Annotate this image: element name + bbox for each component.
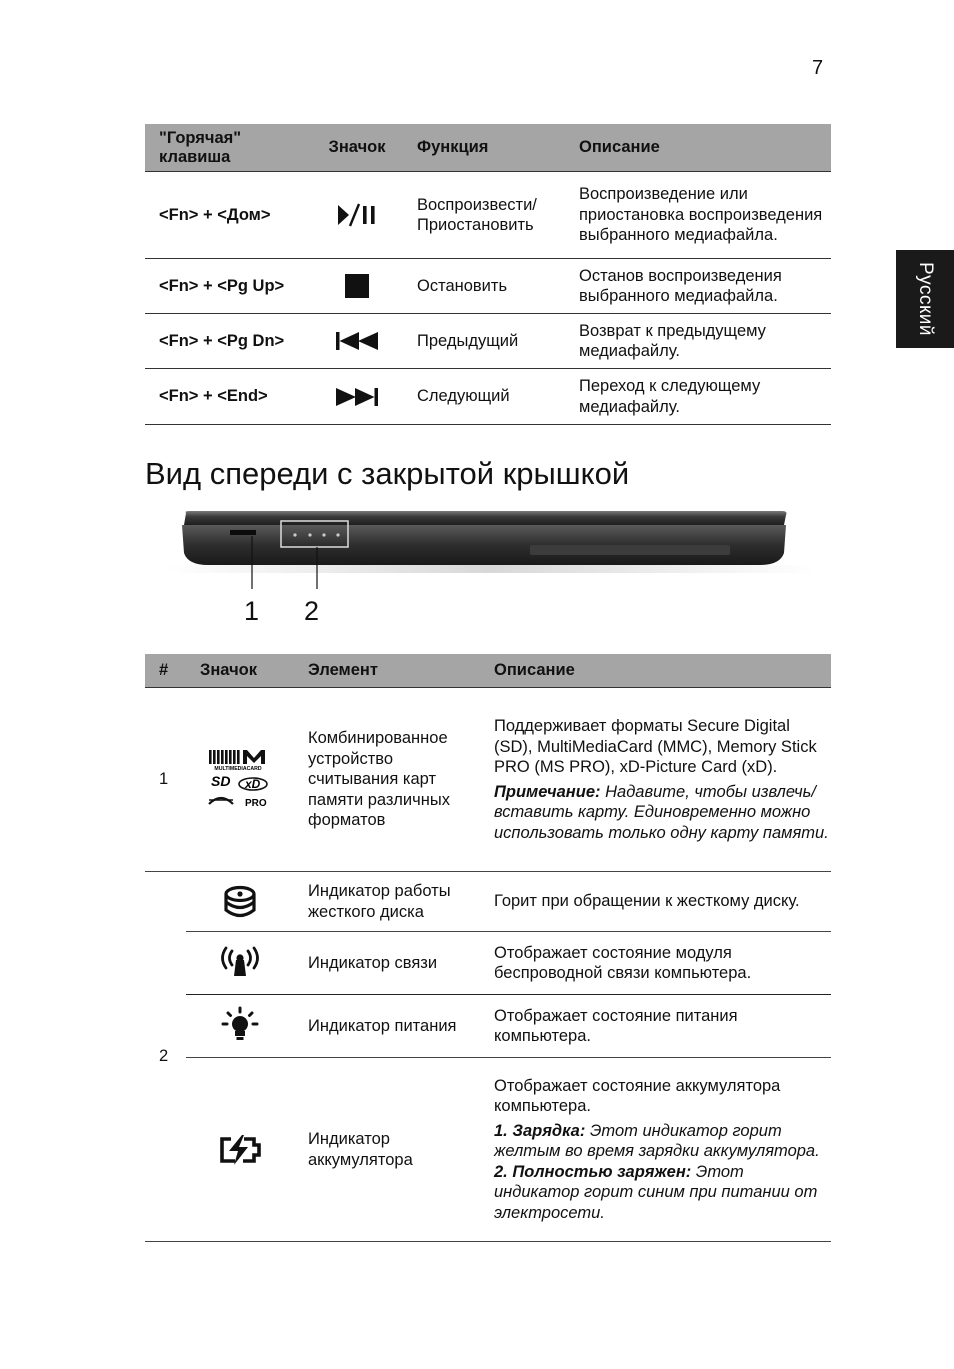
components-table [145,654,831,1242]
row-number: 1 [145,688,186,872]
note-body: Надавите, чтобы извлечь/вставить карту. Единовременно можно использовать только одну карту памяти. [494,782,829,842]
laptop-shadow [165,565,815,573]
hard-disk-icon [223,885,257,919]
previous-track-icon [335,331,379,351]
hotkey-cell: <Fn> + <Pg Dn> [145,314,311,369]
callout-1: 1 [244,596,260,626]
table-row [145,995,831,1058]
full-charge-label: 2. Полностью заряжен: [494,1162,692,1181]
element-cell: Индикатор аккумулятора [294,1058,482,1242]
table-row [145,1058,831,1242]
charging-text: Этот индикатор горит желтым во время зарядки аккумулятора. [494,1121,820,1161]
description-text: Поддерживает форматы Secure Digital (SD), MultiMediaCard (MMC), Memory Stick PRO (MS PRO), xD-Picture Card (xD). [494,717,817,776]
play-pause-icon [336,202,378,228]
element-cell: Индикатор работы жесткого диска [294,872,482,932]
description-cell: Отображает состояние питания компьютера. [482,995,831,1058]
description-cell: Возврат к предыдущему медиафайлу. [565,314,831,369]
description-cell: Отображает состояние модуля беспроводной связи компьютера. [482,932,831,995]
element-cell: Индикатор связи [294,932,482,995]
element-cell: Индикатор питания [294,995,482,1058]
indicator-led [336,533,339,536]
function-cell: Предыдущий [403,314,565,369]
sd-logo-text: SD [211,772,231,789]
charging-note [494,1121,831,1224]
stop-icon [344,273,370,299]
indicator-led [308,533,311,536]
hotkey-table-header [145,124,831,172]
laptop-front-recess [530,545,730,555]
table-row [145,314,831,369]
table-row [145,369,831,425]
header-icon: Значок [186,654,294,688]
wireless-icon [218,946,262,980]
description-cell: Горит при обращении к жесткому диску. [482,872,831,932]
card-reader-icon [207,748,273,812]
description-cell [482,1058,831,1242]
description-text: Отображает состояние аккумулятора компьютера. [494,1076,781,1116]
note-label: Примечание: [494,782,601,801]
hotkey-table [145,124,831,425]
description-cell: Останов воспроизведения выбранного медиафайла. [565,259,831,314]
header-number: # [145,654,186,688]
description-cell [482,688,831,872]
description-cell: Воспроизведение или приостановка воспроизведения выбранного медиафайла. [565,172,831,259]
table-row [145,932,831,995]
table-row [145,688,831,872]
header-icon: Значок [311,124,403,172]
indicator-led [322,533,325,536]
xd-logo-text: xD [245,776,261,791]
hotkey-cell: <Fn> + <Дом> [145,172,311,259]
header-description: Описание [565,124,831,172]
function-cell: Воспроизвести/ Приостановить [403,172,565,259]
power-indicator-icon [220,1006,260,1046]
next-track-icon [335,387,379,407]
page-number: 7 [812,57,824,79]
element-cell: Комбинированное устройство считывания карт памяти различных форматов [294,688,482,872]
components-table-header [145,654,831,688]
table-row [145,872,831,932]
pro-logo-text: PRO [245,797,267,809]
hotkey-cell: <Fn> + <Pg Up> [145,259,311,314]
laptop-lid [184,511,787,525]
indicator-led [293,533,296,536]
header-function: Функция [403,124,565,172]
description-cell: Переход к следующему медиафайлу. [565,369,831,425]
callout-2: 2 [304,596,320,626]
card-reader-slot [230,530,256,535]
function-cell: Следующий [403,369,565,425]
table-row [145,259,831,314]
laptop-front-illustration [160,503,820,593]
row-number: 2 [145,872,186,1242]
function-cell: Остановить [403,259,565,314]
note-text [494,782,831,844]
table-row [145,172,831,259]
section-title: Вид спереди с закрытой крышкой [145,456,630,491]
language-tab-label: Русский [915,262,936,336]
language-tab [896,250,954,348]
mmc-logo-text: MULTIMEDIACARD [214,765,262,772]
hotkey-cell: <Fn> + <End> [145,369,311,425]
header-hotkey: "Горячая" клавиша [145,124,311,172]
header-description: Описание [482,654,831,688]
battery-charging-icon [217,1134,263,1166]
charging-label: 1. Зарядка: [494,1121,586,1140]
header-element: Элемент [294,654,482,688]
full-charge-text: Этот индикатор горит синим при питании от электросети. [494,1162,818,1222]
